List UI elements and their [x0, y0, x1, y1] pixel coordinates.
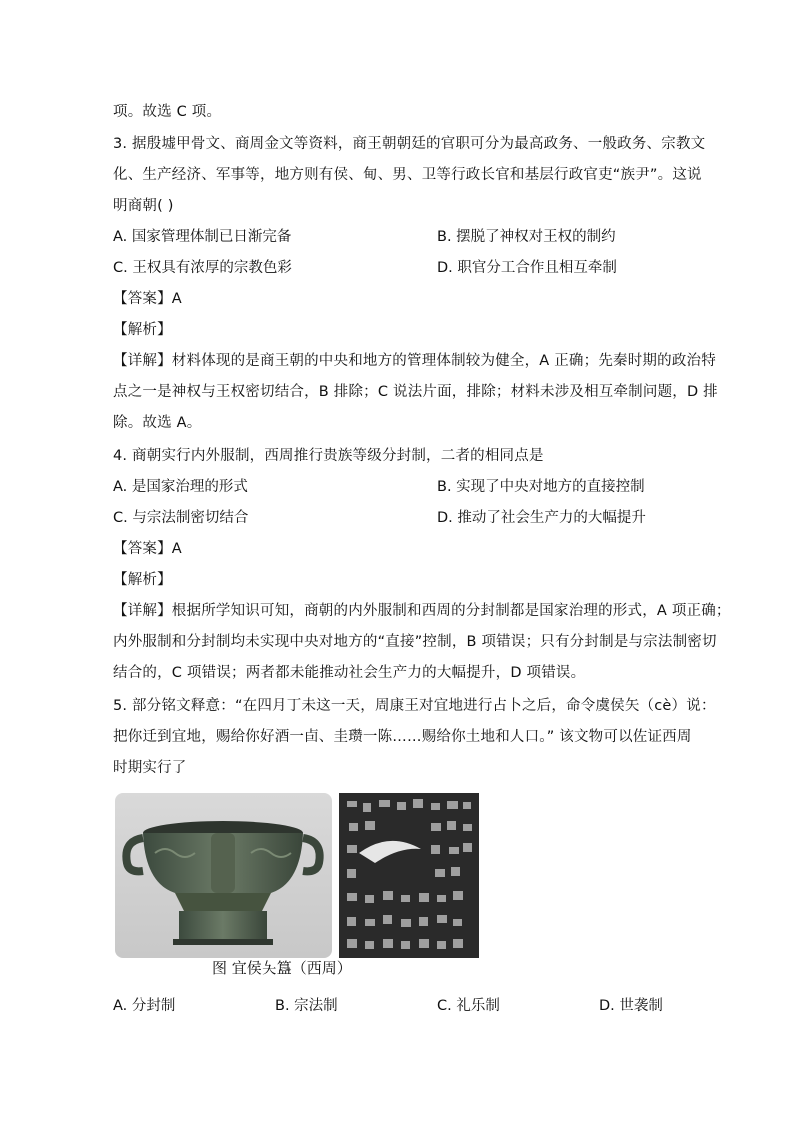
question-5-stem: 时期实行了	[113, 760, 187, 776]
q4-option-c: C. 与宗法制密切结合	[113, 510, 249, 526]
q5-option-d: D. 世袭制	[599, 998, 663, 1014]
q3-detail: 【详解】材料体现的是商王朝的中央和地方的管理体制较为健全，A 正确；先秦时期的政治特	[113, 353, 716, 369]
q3-detail: 除。故选 A。	[113, 415, 202, 431]
q5-option-b: B. 宗法制	[275, 998, 338, 1014]
rubbing-illustration	[339, 793, 479, 958]
question-3-stem: 化、生产经济、军事等，地方则有侯、甸、男、卫等行政长官和基层行政官吏“族尹”。这说	[113, 167, 702, 183]
q3-detail: 点之一是神权与王权密切结合，B 排除；C 说法片面，排除；材料未涉及相互牵制问题，D 排	[113, 384, 718, 400]
inscription-rubbing-image	[339, 793, 479, 958]
bronze-gui-vessel-photo	[115, 793, 332, 958]
question-5-stem: 5. 部分铭文释意：“在四月丁未这一天，周康王对宜地进行占卜之后，命令虞侯矢（cè）说：	[113, 698, 716, 714]
q3-answer: 【答案】A	[113, 291, 182, 307]
q5-option-c: C. 礼乐制	[437, 998, 500, 1014]
q5-option-a: A. 分封制	[113, 998, 176, 1014]
question-3-stem: 明商朝( )	[113, 198, 174, 214]
q3-option-c: C. 王权具有浓厚的宗教色彩	[113, 260, 292, 276]
q3-option-b: B. 摆脱了神权对王权的制约	[437, 229, 616, 245]
q3-option-a: A. 国家管理体制已日渐完备	[113, 229, 292, 245]
question-5-stem: 把你迁到宜地，赐给你好酒一卣、圭瓒一陈……赐给你土地和人口。” 该文物可以佐证西周	[113, 729, 692, 745]
q4-answer: 【答案】A	[113, 541, 182, 557]
q4-analysis-heading: 【解析】	[113, 572, 172, 588]
q3-analysis-heading: 【解析】	[113, 322, 172, 338]
figure-caption: 图 宜侯夨簋（西周）	[212, 959, 352, 977]
question-3-stem: 3. 据殷墟甲骨文、商周金文等资料，商王朝朝廷的官职可分为最高政务、一般政务、宗教文	[113, 136, 706, 152]
q3-option-d: D. 职官分工合作且相互牵制	[437, 260, 617, 276]
question-4-stem: 4. 商朝实行内外服制，西周推行贵族等级分封制，二者的相同点是	[113, 448, 544, 464]
q4-option-b: B. 实现了中央对地方的直接控制	[437, 479, 645, 495]
q4-option-a: A. 是国家治理的形式	[113, 479, 248, 495]
q4-detail: 结合的，C 项错误；两者都未能推动社会生产力的大幅提升，D 项错误。	[113, 665, 586, 681]
text-line: 项。故选 C 项。	[113, 104, 222, 120]
q4-detail: 内外服制和分封制均未实现中央对地方的“直接”控制，B 项错误；只有分封制是与宗法制密切	[113, 634, 717, 650]
bronze-vessel-illustration	[115, 793, 332, 958]
q4-option-d: D. 推动了社会生产力的大幅提升	[437, 510, 646, 526]
q4-detail: 【详解】根据所学知识可知，商朝的内外服制和西周的分封制都是国家治理的形式，A 项正确；	[113, 603, 731, 619]
